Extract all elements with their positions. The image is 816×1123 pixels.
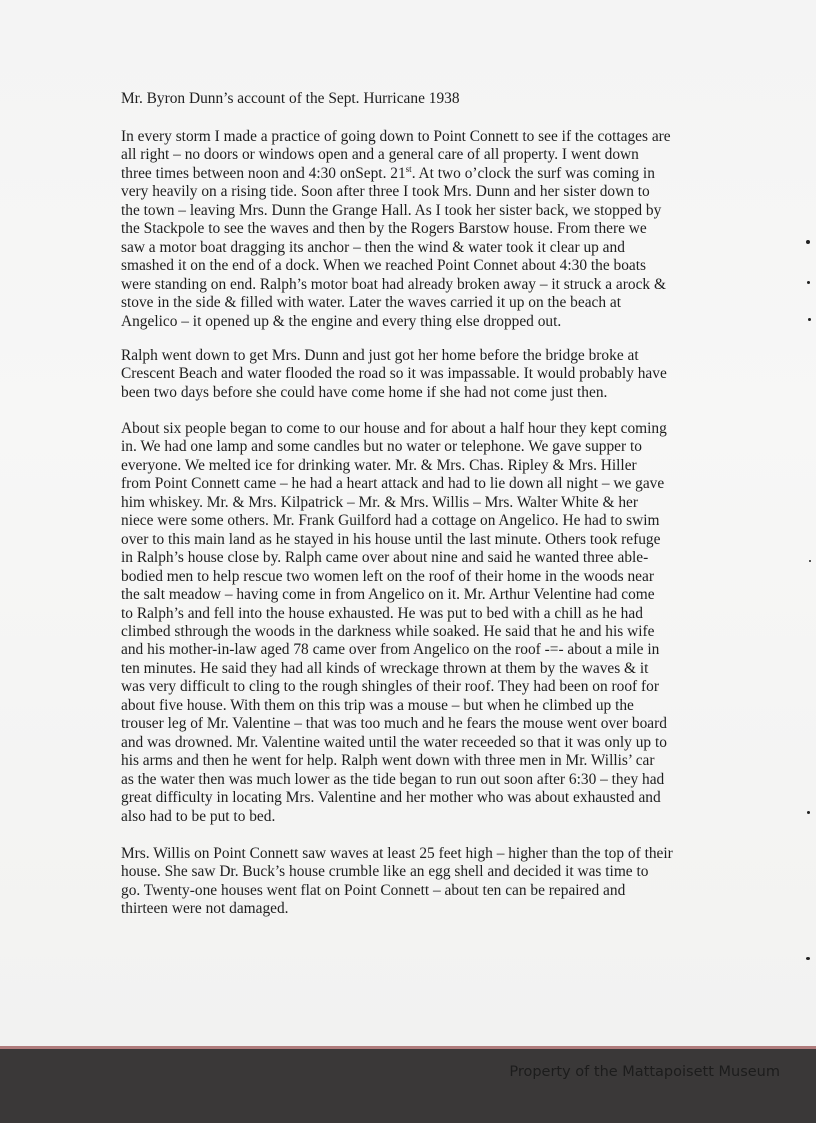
text-line: him whiskey. Mr. & Mrs. Kilpatrick – Mr. & Mrs. Willis – Mrs. Walter White & her xyxy=(121,493,638,511)
text-line: and was drowned. Mr. Valentine waited until the water receeded so that it was only up to xyxy=(121,733,667,751)
document-title: Mr. Byron Dunn’s account of the Sept. Hurricane 1938 xyxy=(121,90,460,107)
text-line: bodied men to help rescue two women left on the roof of their home in the woods near xyxy=(121,567,654,585)
text-segment: three times between noon and 4:30 onSept. 21 xyxy=(121,164,406,182)
text-line: all right – no doors or windows open and a general care of all property. I went down xyxy=(121,146,639,164)
text-line: house. She saw Dr. Buck’s house crumble like an egg shell and decided it was time to xyxy=(121,863,649,881)
text-line xyxy=(121,165,671,183)
paragraph-2 xyxy=(121,347,667,402)
text-line: in. We had one lamp and some candles but no water or telephone. We gave supper to xyxy=(121,438,642,456)
text-line: the town – leaving Mrs. Dunn the Grange Hall. As I took her sister back, we stopped by xyxy=(121,201,662,219)
footer-band xyxy=(0,1049,816,1123)
text-line: Angelico – it opened up & the engine and every thing else dropped out. xyxy=(121,312,562,330)
scan-speck xyxy=(807,811,810,814)
text-line: Crescent Beach and water flooded the road so it was impassable. It would probably have xyxy=(121,365,667,383)
text-line: the salt meadow – having come in from Angelico on it. Mr. Arthur Velentine had come xyxy=(121,586,655,604)
text-line: also had to be put to bed. xyxy=(121,807,276,825)
text-line: his arms and then he went for help. Ralph went down with three men in Mr. Willis’ car xyxy=(121,752,655,770)
text-line: very heavily on a rising tide. Soon after three I took Mrs. Dunn and her sister down to xyxy=(121,183,650,201)
text-line: thirteen were not damaged. xyxy=(121,900,289,918)
text-line: trouser leg of Mr. Valentine – that was too much and he fears the mouse went over board xyxy=(121,715,667,733)
text-line: ten minutes. He said they had all kinds of wreckage thrown at them by the waves & it xyxy=(121,659,649,677)
scan-speck xyxy=(808,318,811,321)
scan-speck xyxy=(806,957,810,960)
text-line: great difficulty in locating Mrs. Valentine and her mother who was about exhausted and xyxy=(121,789,661,807)
text-line: niece were some others. Mr. Frank Guilford had a cottage on Angelico. He had to swim xyxy=(121,512,660,530)
text-line: saw a motor boat dragging its anchor – then the wind & water took it clear up and xyxy=(121,238,625,256)
text-line: About six people began to come to our house and for about a half hour they kept coming xyxy=(121,420,667,437)
paragraph-3 xyxy=(121,420,667,826)
text-line: been two days before she could have come home if she had not come just then. xyxy=(121,383,608,401)
scan-speck xyxy=(809,560,811,562)
text-line: to Ralph’s and fell into the house exhausted. He was put to bed with a chill as he had xyxy=(121,604,643,622)
text-line: Ralph went down to get Mrs. Dunn and just got her home before the bridge broke at xyxy=(121,347,639,364)
text-line: as the water then was much lower as the tide began to run out soon after 6:30 – they had xyxy=(121,770,665,788)
text-line: over to this main land as he stayed in his house until the last minute. Others took refuge xyxy=(121,530,661,548)
text-segment: . At two o’clock the surf was coming in xyxy=(411,164,655,182)
museum-watermark: Property of the Mattapoisett Museum xyxy=(509,1064,780,1080)
text-line: was very difficult to cling to the rough shingles of their roof. They had been on roof for xyxy=(121,678,659,696)
text-line: climbed sthrough the woods in the darkness while soaked. He said that he and his wife xyxy=(121,622,655,640)
text-line: stove in the side & filled with water. Later the waves carried it up on the beach at xyxy=(121,294,622,312)
text-line: in Ralph’s house close by. Ralph came over about nine and said he wanted three able- xyxy=(121,549,649,567)
paragraph-1 xyxy=(121,128,671,331)
paragraph-4 xyxy=(121,845,673,919)
text-line: the Stackpole to see the waves and then by the Rogers Barstow house. From there we xyxy=(121,220,647,238)
ordinal-suffix: st xyxy=(405,163,412,174)
scan-speck xyxy=(806,240,810,244)
text-line: Mrs. Willis on Point Connett saw waves at least 25 feet high – higher than the top of their xyxy=(121,845,673,862)
scan-speck xyxy=(807,281,810,284)
text-line: everyone. We melted ice for drinking water. Mr. & Mrs. Chas. Ripley & Mrs. Hiller xyxy=(121,456,637,474)
text-line: go. Twenty-one houses went flat on Point Connett – about ten can be repaired and xyxy=(121,881,626,899)
text-line: and his mother-in-law aged 78 came over from Angelico on the roof -=- about a mile in xyxy=(121,641,660,659)
text-line: were standing on end. Ralph’s motor boat had already broken away – it struck a arock & xyxy=(121,275,666,293)
text-line: from Point Connett came – he had a heart attack and had to lie down all night – we gave xyxy=(121,475,665,493)
text-line: about five house. With them on this trip was a mouse – but when he climbed up the xyxy=(121,696,634,714)
text-line: In every storm I made a practice of going down to Point Connett to see if the cottages are xyxy=(121,128,671,145)
text-line: smashed it on the end of a dock. When we reached Point Connet about 4:30 the boats xyxy=(121,257,647,275)
